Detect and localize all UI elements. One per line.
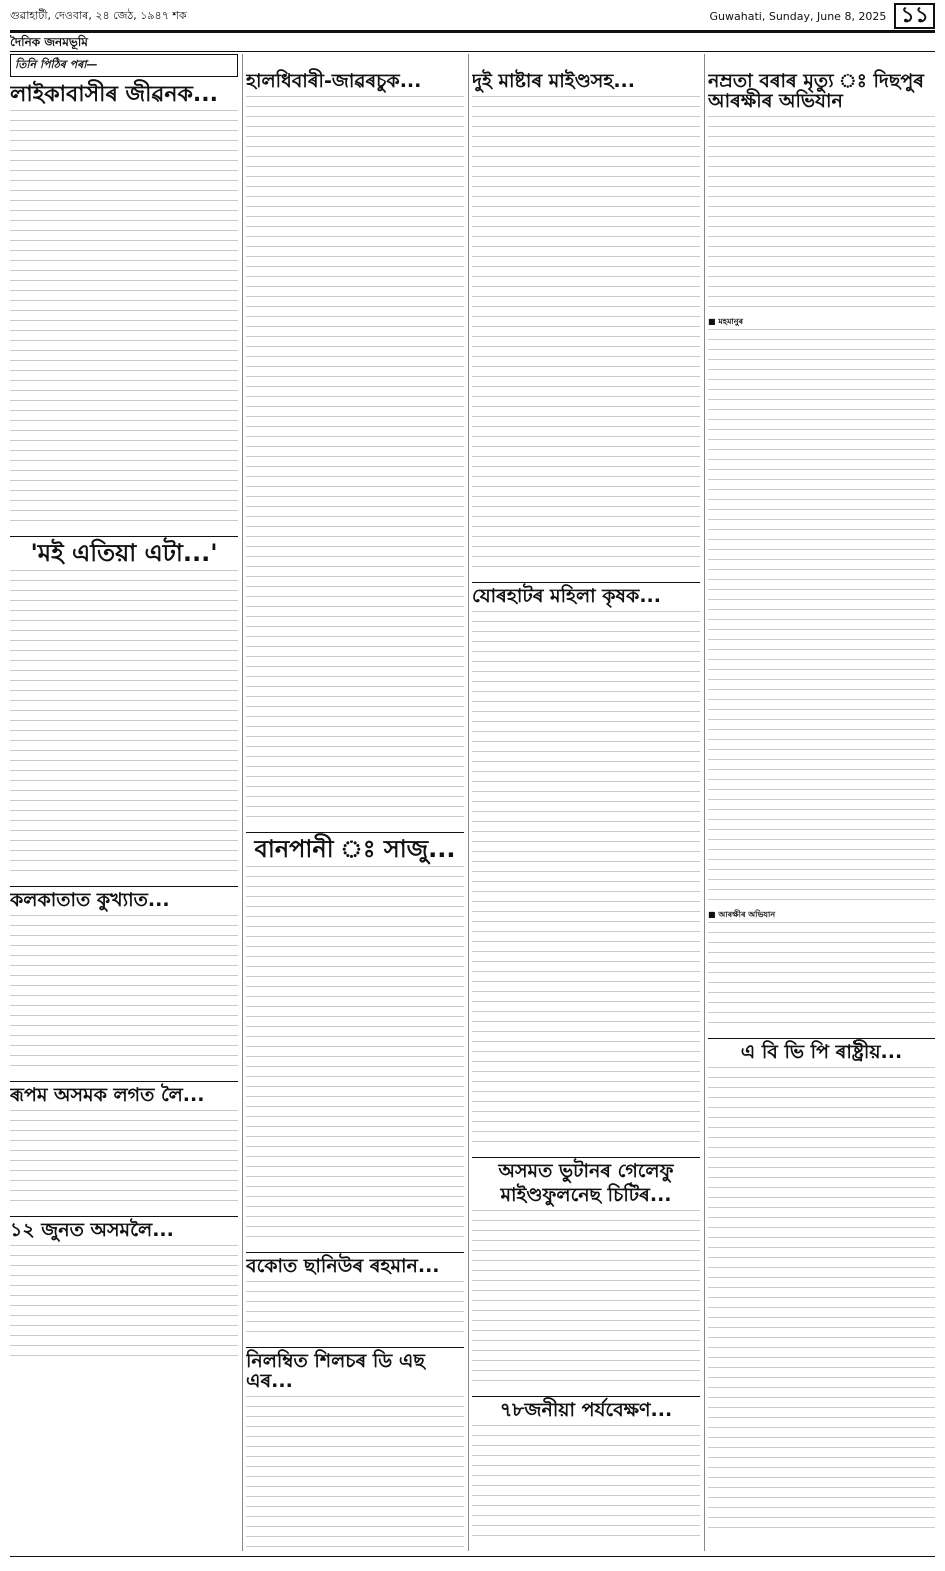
article-body xyxy=(246,866,464,1246)
column-3 xyxy=(472,54,700,1551)
article-body xyxy=(10,570,238,880)
headline-moi-etiya: 'মই এতিয়া এটা...' xyxy=(30,539,218,568)
date-english: Guwahati, Sunday, June 8, 2025 xyxy=(709,9,887,23)
article-body xyxy=(10,110,238,530)
headline-12-june: ১২ জুনত অসমলৈ... xyxy=(10,1219,174,1242)
article-body xyxy=(246,96,464,826)
article-body xyxy=(246,1281,464,1341)
headline-abvp: এ বি ভি পি ৰাষ্ট্ৰীয়... xyxy=(740,1040,903,1063)
headline-dui-master: দুই মাষ্টাৰ মাইণ্ডসহ... xyxy=(472,70,635,92)
subhead: ■ মহমানুৰ xyxy=(708,316,744,326)
page-number: ১১ xyxy=(894,3,935,29)
headline-bhutan-b: মাইণ্ডফুলনেছ চিটিৰ... xyxy=(500,1183,672,1206)
column-4 xyxy=(708,54,935,1551)
article-body xyxy=(246,1396,464,1551)
article-body xyxy=(472,96,700,576)
article-body xyxy=(10,1245,238,1365)
date-bengali: গুৱাহাটী, দেওবাৰ, ২৪ জেঠ, ১৯৪৭ শক xyxy=(10,8,187,22)
headline-rupam: ৰূপম অসমক লগত লৈ... xyxy=(10,1084,205,1107)
headline-namrata: নম্ৰতা বৰাৰ মৃত্যু ঃ দিছপুৰ আৰক্ষীৰ অভিযান xyxy=(708,70,924,112)
headline-laikabasi: লাইকাবাসীৰ জীৱনক... xyxy=(10,82,218,107)
headline-haldhibari: হালধিবাৰী-জাৱৰচুক... xyxy=(246,70,422,92)
page-header xyxy=(10,4,935,28)
headline-bhutan-a: অসমত ভুটানৰ গেলেফু xyxy=(498,1159,674,1182)
article-body xyxy=(10,1110,238,1210)
masthead: দৈনিক জনমভূমি xyxy=(10,30,935,52)
article-body xyxy=(472,1210,700,1390)
headline-nilambit: নিলম্বিত শিলচৰ ডি এছ এৰ... xyxy=(246,1350,425,1392)
article-body xyxy=(708,1067,935,1537)
subhead: ■ আৰক্ষীৰ অভিযান xyxy=(708,909,776,919)
headline-banpani: বানপানী ঃ সাজু... xyxy=(254,834,456,863)
article-body xyxy=(708,116,935,316)
article-body xyxy=(708,329,935,909)
article-body xyxy=(708,922,935,1032)
article-body xyxy=(472,611,700,1151)
continued-kicker: তিনি পিঠিৰ পৰা— xyxy=(10,54,238,77)
headline-78: ৭৮জনীয়া পৰ্যবেক্ষণ... xyxy=(499,1398,673,1421)
article-body xyxy=(10,915,238,1075)
column-1 xyxy=(10,54,238,1551)
headline-bakot: বকোত ছানিউৰ ৰহমান... xyxy=(246,1255,440,1278)
article-body xyxy=(472,1425,700,1545)
column-2 xyxy=(246,54,464,1551)
headline-jorhat: যোৰহাটৰ মহিলা কৃষক... xyxy=(472,584,661,607)
headline-kolkata: কলকাতাত কুখ্যাত... xyxy=(10,889,170,912)
